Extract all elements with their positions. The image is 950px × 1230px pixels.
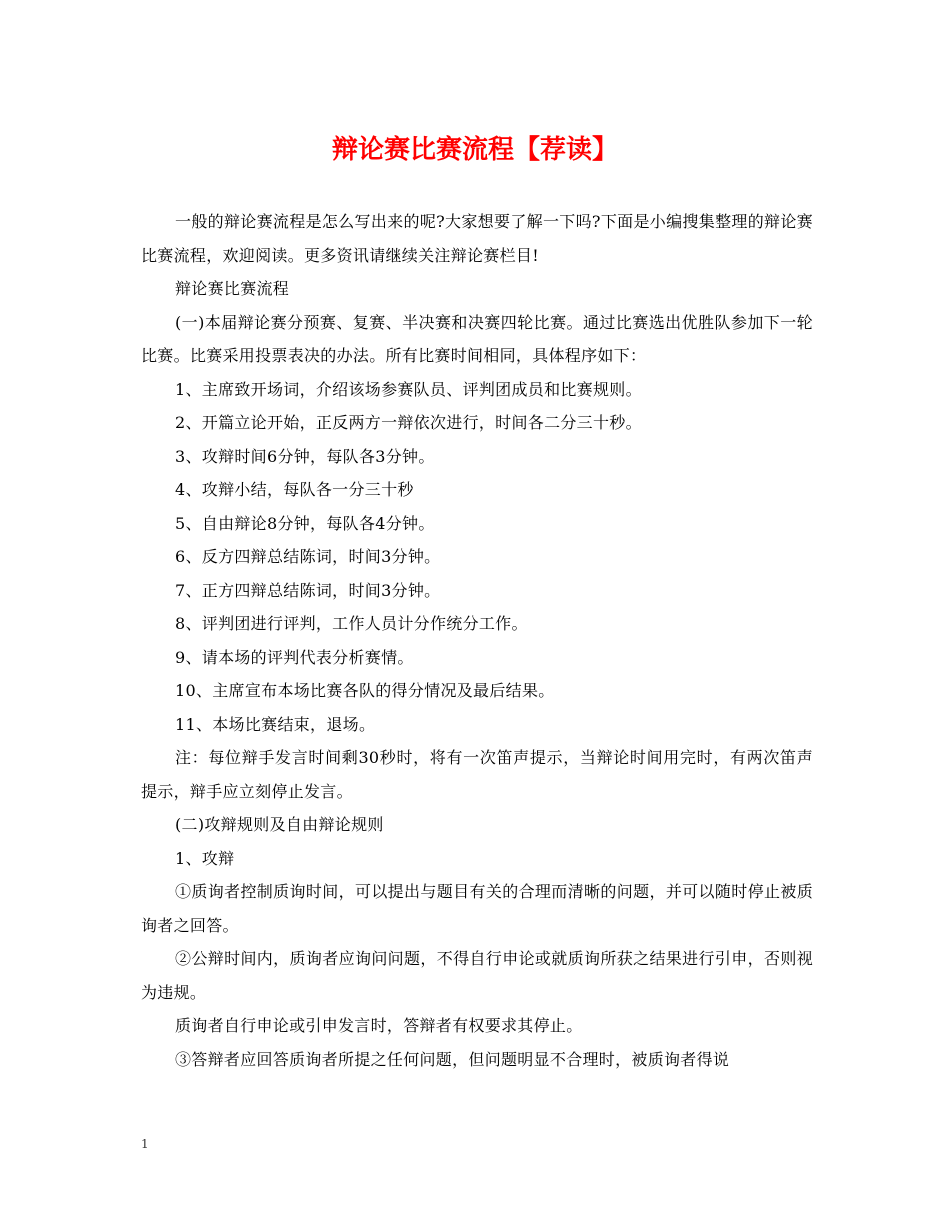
paragraph-rule-heading: 1、攻辩 — [175, 848, 235, 868]
paragraph-section-one: (一)本届辩论赛分预赛、复赛、半决赛和决赛四轮比赛。通过比赛选出优胜队参加下一轮比赛。比赛采用投票表决的办法。所有比赛时间相同，具体程序如下： — [141, 312, 813, 365]
paragraph-rule-2-note: 质询者自行申论或引申发言时，答辩者有权要求其停止。 — [175, 1016, 583, 1035]
paragraph-step-5: 5、自由辩论8分钟，每队各4分钟。 — [175, 513, 435, 533]
paragraph-step-8: 8、评判团进行评判，工作人员计分作统分工作。 — [175, 614, 528, 633]
paragraph-step-10: 10、主席宣布本场比赛各队的得分情况及最后结果。 — [175, 681, 555, 700]
paragraph-step-2: 2、开篇立论开始，正反两方一辩依次进行，时间各二分三十秒。 — [175, 413, 642, 432]
paragraph-step-11: 11、本场比赛结束，退场。 — [175, 714, 376, 734]
page-number: 1 — [141, 1137, 149, 1151]
paragraph-step-7: 7、正方四辩总结陈词，时间3分钟。 — [175, 580, 441, 600]
paragraph-rule-1: ①质询者控制质询时间，可以提出与题目有关的合理而清晰的问题，并可以随时停止被质询者之回答。 — [141, 882, 813, 935]
paragraph-rule-2: ②公辩时间内，质询者应询问问题，不得自行申论或就质询所获之结果进行引申，否则视为违规。 — [141, 949, 813, 1002]
paragraph-note: 注：每位辩手发言时间剩30秒时，将有一次笛声提示，当辩论时间用完时，有两次笛声提示，辩手应立刻停止发言。 — [141, 748, 813, 801]
paragraph-step-9: 9、请本场的评判代表分析赛情。 — [175, 647, 414, 667]
paragraph-subheading: 辩论赛比赛流程 — [175, 279, 290, 298]
paragraph-section-two: (二)攻辩规则及自由辩论规则 — [175, 815, 384, 834]
paragraph-rule-3: ③答辩者应回答质询者所提之任何问题，但问题明显不合理时，被质询者得说 — [175, 1049, 730, 1069]
paragraph-intro: 一般的辩论赛流程是怎么写出来的呢?大家想要了解一下吗?下面是小编搜集整理的辩论赛比赛流程，欢迎阅读。更多资讯请继续关注辩论赛栏目! — [141, 212, 813, 265]
document-title: 辩论赛比赛流程【荐读】 — [331, 135, 618, 165]
paragraph-step-4: 4、攻辩小结，每队各一分三十秒 — [175, 480, 414, 499]
document-body — [141, 205, 813, 1076]
paragraph-step-6: 6、反方四辩总结陈词，时间3分钟。 — [175, 547, 441, 566]
paragraph-step-3: 3、攻辩时间6分钟，每队各3分钟。 — [175, 446, 435, 466]
paragraph-step-1: 1、主席致开场词，介绍该场参赛队员、评判团成员和比赛规则。 — [175, 379, 642, 399]
